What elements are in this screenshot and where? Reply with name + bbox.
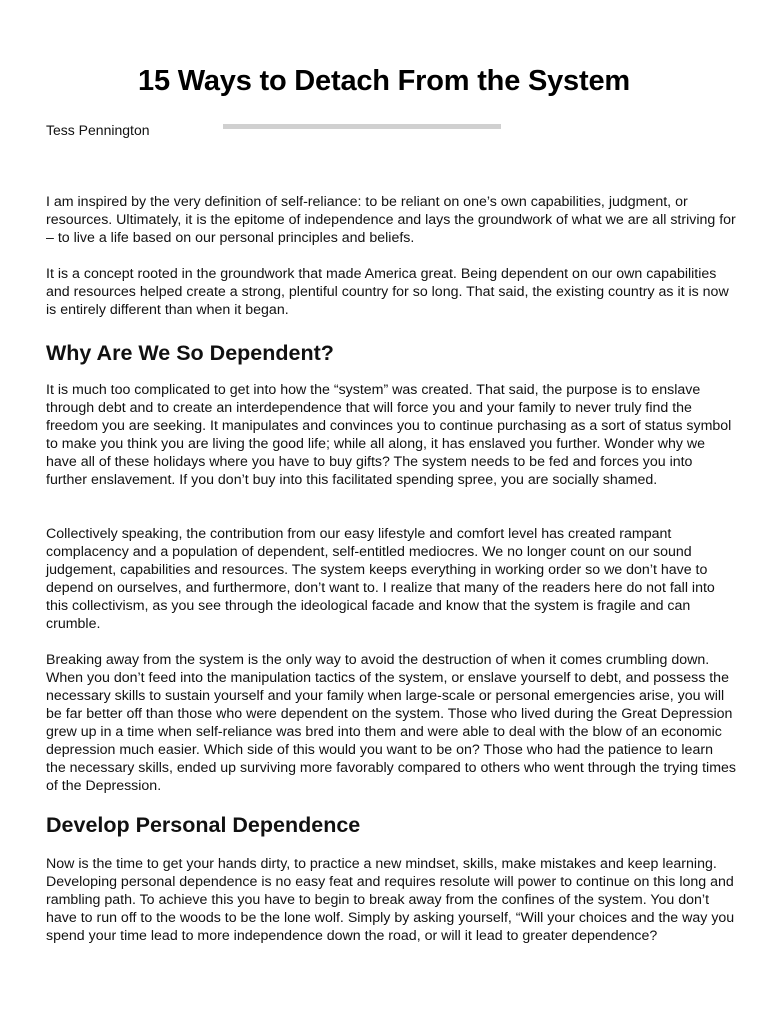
document-title: 15 Ways to Detach From the System bbox=[138, 65, 630, 97]
section-heading-dependent: Why Are We So Dependent? bbox=[46, 341, 334, 365]
header-divider bbox=[223, 124, 501, 129]
author-name: Tess Pennington bbox=[46, 122, 150, 138]
paragraph-breaking-away: Breaking away from the system is the only way to avoid the destruction of when it comes crumbling down. When you don’t feed into the manipulation tactics of the system, or enslave yourself to debt, and possess the necessary skills to sustain yourself and your family when large-scale or personal emergencies arise, you will be far better off than those who were dependent on the system. Those who lived during the Great Depression grew up in a time when self-reliance was bred into them and were able to deal with the blow of an economic depression much easier. Which side of this would you want to be on? Those who had the patience to learn the necessary skills, ended up surviving more favorably compared to others who went through the trying times of the Depression. bbox=[46, 652, 737, 794]
paragraph-intro: I am inspired by the very definition of self-reliance: to be reliant on one’s own capabilities, judgment, or resources. Ultimately, it is the epitome of independence and lays the groundwork of what we are all striving for – to live a life based on our personal principles and beliefs. bbox=[46, 194, 736, 246]
paragraph-concept: It is a concept rooted in the groundwork that made America great. Being dependent on our own capabilities and resources helped create a strong, plentiful country for so long. That said, the existing country as it is now is entirely different than when it began. bbox=[46, 266, 729, 318]
paragraph-hands-dirty: Now is the time to get your hands dirty, to practice a new mindset, skills, make mistakes and keep learning. Developing personal dependence is no easy feat and requires resolute will power to continue on this long and rambling path. To achieve this you have to begin to break away from the confines of the system. You don’t have to run off to the woods to be the lone wolf. Simply by asking yourself, “Will your choices and the way you spend your time lead to more independence down the road, or will it lead to greater dependence? bbox=[46, 856, 735, 944]
paragraph-system: It is much too complicated to get into how the “system” was created. That said, the purpose is to enslave through debt and to create an interdependence that will force you and your family to never truly find the freedom you are seeking. It manipulates and convinces you to continue purchasing as a sort of status symbol to make you think you are living the good life; while all along, it has enslaved you further. Wonder why we have all of these holidays where you have to buy gifts? The system needs to be fed and forces you into further enslavement. If you don’t buy into this facilitated spending spree, you are socially shamed. bbox=[46, 382, 732, 488]
paragraph-collective: Collectively speaking, the contribution from our easy lifestyle and comfort level has created rampant complacency and a population of dependent, self-entitled mediocres. We no longer count on our sound judgement, capabilities and resources. The system keeps everything in working order so we don’t have to depend on ourselves, and furthermore, don’t want to. I realize that many of the readers here do not fall into this collectivism, as you see through the ideological facade and know that the system is fragile and can crumble. bbox=[46, 526, 715, 632]
section-heading-personal-dependence: Develop Personal Dependence bbox=[46, 813, 361, 837]
